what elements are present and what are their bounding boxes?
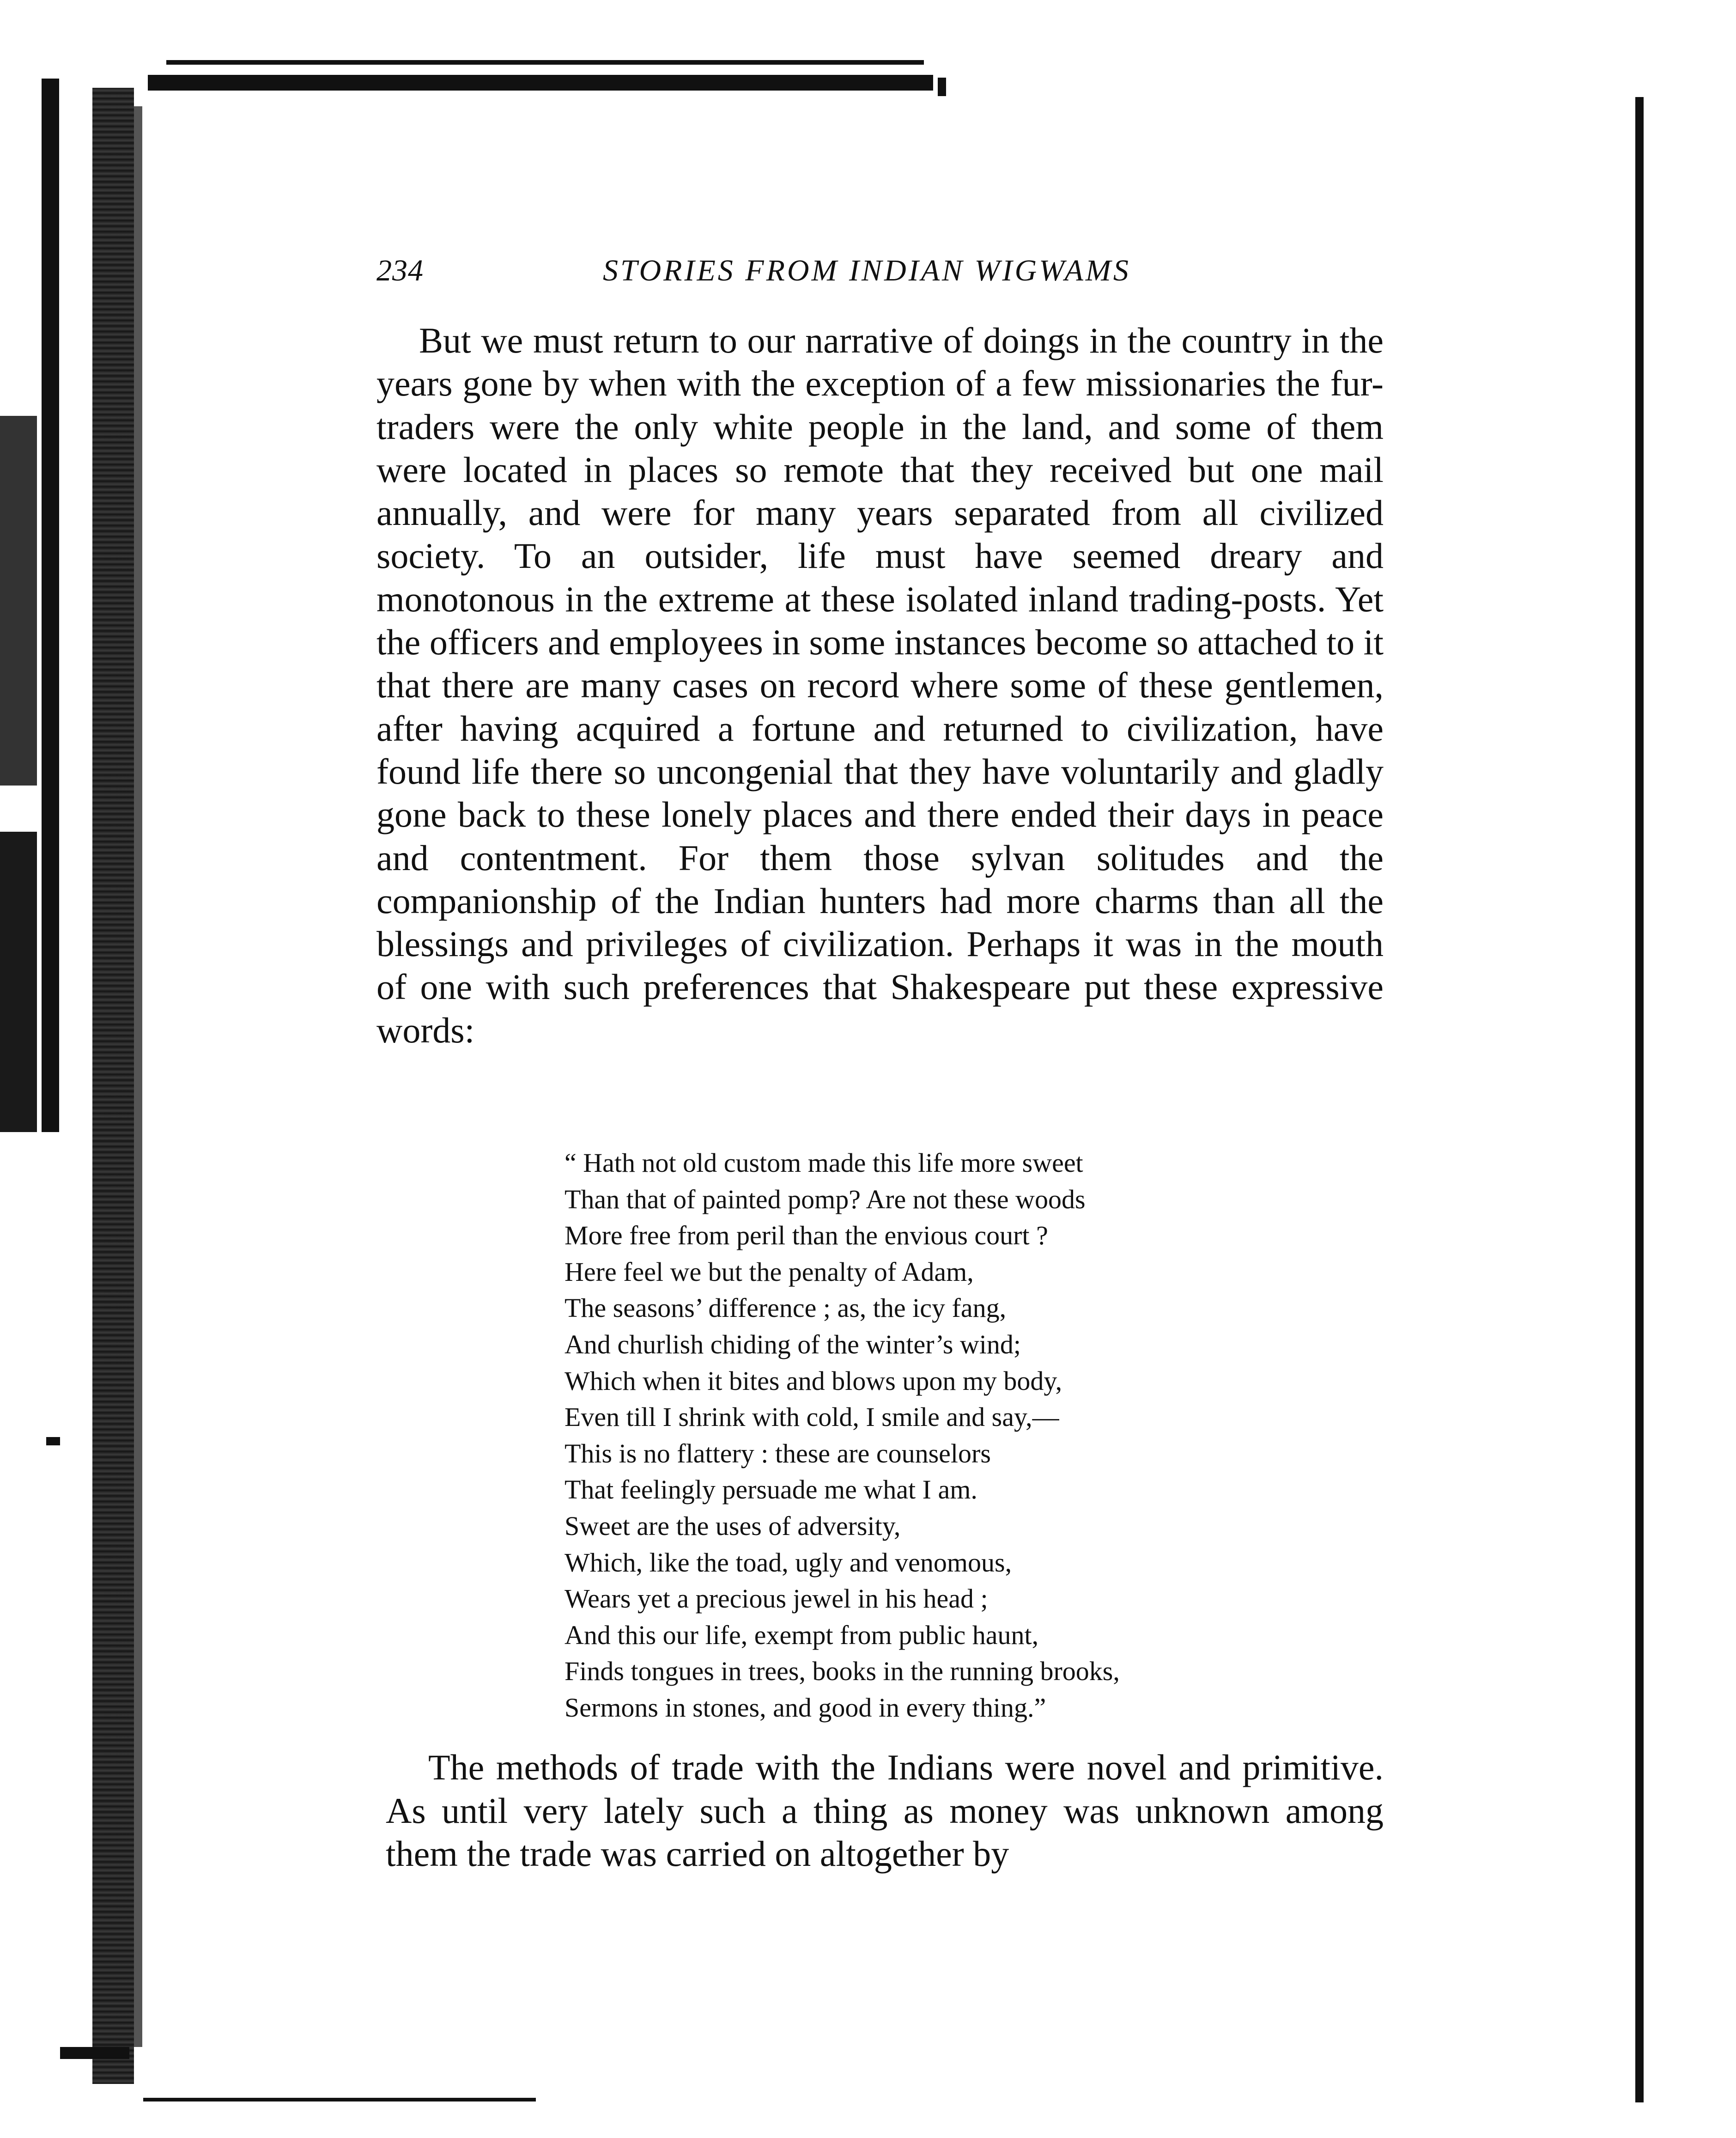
- verse-line: And churlish chiding of the winter’s wind;: [565, 1329, 1021, 1359]
- scan-edge-top: [148, 75, 933, 91]
- page-number: 234: [376, 254, 424, 287]
- body-text-block: [376, 319, 1384, 1052]
- verse-line: And this our life, exempt from public haunt,: [565, 1620, 1039, 1650]
- book-spine-shadow: [92, 88, 134, 2084]
- verse-line: Sermons in stones, and good in every thing.”: [565, 1692, 1046, 1723]
- scan-smudge-left-upper: [0, 416, 37, 786]
- running-title: STORIES FROM INDIAN WIGWAMS: [603, 254, 1131, 287]
- body-text-block-2: [386, 1746, 1384, 1876]
- verse-line: Even till I shrink with cold, I smile and say,—: [565, 1402, 1059, 1432]
- verse-line: Wears yet a precious jewel in his head ;: [565, 1584, 988, 1614]
- verse-line: Here feel we but the penalty of Adam,: [565, 1256, 974, 1287]
- verse-line: Than that of painted pomp? Are not these woods: [565, 1184, 1086, 1214]
- verse-line: “ Hath not old custom made this life more sweet: [565, 1148, 1083, 1178]
- verse-line: This is no flattery : these are counselors: [565, 1438, 991, 1468]
- scan-smudge-left-lower: [0, 832, 37, 1132]
- scan-edge-bottom-left: [60, 2047, 129, 2059]
- scan-edge-top-thin: [166, 60, 924, 65]
- verse-line: Which when it bites and blows upon my body,: [565, 1365, 1062, 1396]
- verse-line: The seasons’ difference ; as, the icy fang,: [565, 1293, 1007, 1323]
- paragraph: The methods of trade with the Indians were novel and primitive. As until very lately such a thing as money was unknown among them the trade was carried on altogether by: [386, 1747, 1384, 1874]
- verse-line: That feelingly persuade me what I am.: [565, 1474, 977, 1505]
- scan-edge-left-outer: [42, 79, 59, 1132]
- scan-edge-right: [1635, 97, 1644, 2102]
- verse-line: Which, like the toad, ugly and venomous,: [565, 1547, 1012, 1578]
- verse-line: More free from peril than the envious court ?: [565, 1220, 1048, 1251]
- scan-mark: [46, 1437, 60, 1445]
- paragraph: But we must return to our narrative of doings in the country in the years gone by when with the exception of a few missionaries the fur-traders were the only white people in the land, and some of them were located in places so remote that they received but one mail annually, and were for many years separated from all civilized society. To an outsider, life must have seemed dreary and monotonous in the extreme at these isolated inland trading-posts. Yet the officers and employees in some instances become so attached to it that there are many cases on record where some of these gentlemen, after having acquired a fortune and returned to civilization, have found life there so uncongenial that they have voluntarily and gladly gone back to these lonely places and there ended their days in peace and contentment. For them those sylvan solitudes and the companionship of the Indian hunters had more charms than all the blessings and privileges of civilization. Perhaps it was in the mouth of one with such preferences that Shakespeare put these expressive words:: [376, 320, 1384, 1050]
- verse-line: Finds tongues in trees, books in the running brooks,: [565, 1656, 1120, 1687]
- verse-quotation: [565, 1145, 1304, 1726]
- verse-line: Sweet are the uses of adversity,: [565, 1511, 901, 1541]
- scan-edge-bottom: [143, 2098, 536, 2101]
- book-spine-inner-edge: [134, 106, 142, 2047]
- scan-edge-top-stub: [938, 78, 946, 96]
